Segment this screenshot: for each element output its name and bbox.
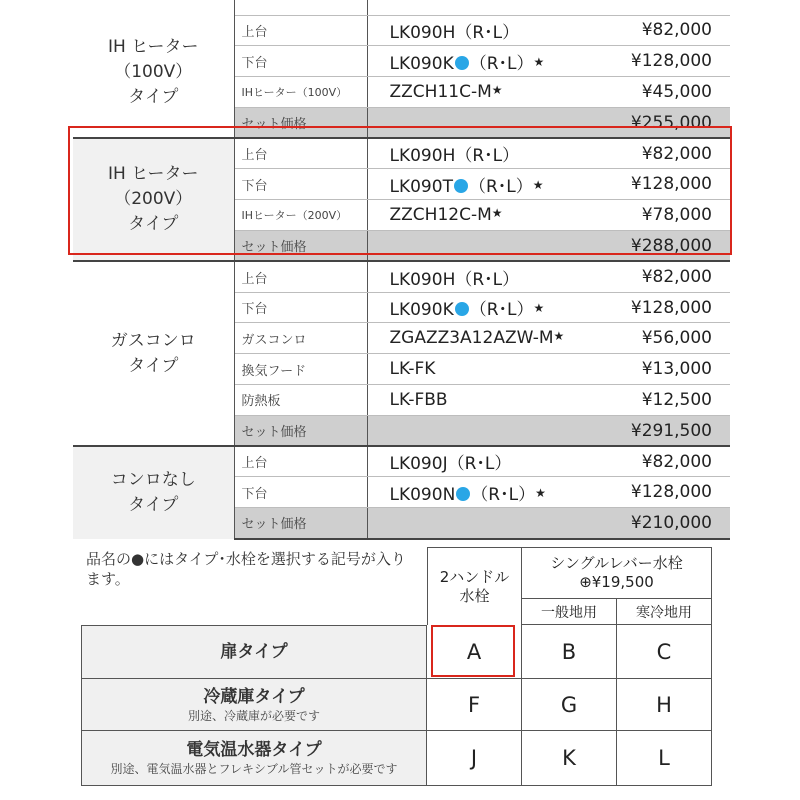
part-name: 下台	[234, 477, 367, 508]
price: ¥128,000	[614, 477, 730, 508]
code-cell: B	[522, 625, 617, 679]
code-cell: K	[522, 731, 617, 786]
model-number: LK090N （R･L）★	[367, 477, 614, 508]
star-icon: ★	[533, 54, 545, 69]
part-name: 上台	[234, 15, 367, 46]
model-number	[367, 107, 614, 138]
code-cell: J	[427, 731, 522, 786]
selection-dot-icon	[456, 487, 470, 501]
part-name: 下台	[234, 292, 367, 323]
type-label-gas: ガスコンロ タイプ	[73, 261, 234, 446]
price: ¥82,000	[614, 15, 730, 46]
model-number: LK090K （R･L）★	[367, 292, 614, 323]
star-icon: ★	[491, 206, 503, 221]
model-number: LK-FBB	[367, 385, 614, 416]
part-name: 上台	[234, 138, 367, 169]
model-number: ZZCH11C-M★	[367, 77, 614, 108]
star-icon: ★	[553, 329, 565, 344]
model-number: LK-FK	[367, 354, 614, 385]
set-price: ¥255,000	[614, 107, 730, 138]
part-name: 下台	[234, 46, 367, 77]
price: ¥78,000	[614, 200, 730, 231]
model-number	[367, 231, 614, 262]
type-label-ih200: IH ヒーター （200V） タイプ	[73, 138, 234, 261]
type-label-ih100: IH ヒーター （100V） タイプ	[73, 0, 234, 138]
model-number: ZZCH12C-M★	[367, 200, 614, 231]
model-number: ZGAZZ3A12AZW-M★	[367, 323, 614, 354]
model-number	[367, 508, 614, 539]
code-cell: F	[427, 679, 522, 731]
code-cell: C	[617, 625, 712, 679]
selection-dot-icon	[454, 179, 468, 193]
star-icon: ★	[535, 485, 546, 500]
part-name: ガスコンロ	[234, 323, 367, 354]
star-icon: ★	[491, 82, 503, 97]
part-name: IHヒーター（100V）	[234, 77, 367, 108]
code-cell: H	[617, 679, 712, 731]
price: ¥128,000	[614, 46, 730, 77]
header-2handle-faucet: 2ハンドル 水栓	[427, 547, 522, 625]
part-name: 上台	[234, 261, 367, 292]
table-row	[73, 138, 730, 169]
row-label-fridge-type: 冷蔵庫タイプ 別途、冷蔵庫が必要です	[81, 679, 427, 731]
selection-dot-icon	[455, 302, 469, 316]
code-cell: A	[427, 625, 522, 679]
set-price: ¥288,000	[614, 231, 730, 262]
code-cell: L	[617, 731, 712, 786]
header-cold-region: 寒冷地用	[617, 599, 712, 625]
part-name: セット価格	[234, 415, 367, 446]
header-general-region: 一般地用	[522, 599, 617, 625]
star-icon: ★	[533, 301, 545, 316]
table-row	[73, 0, 730, 15]
type-label-none: コンロなし タイプ	[73, 446, 234, 538]
price: ¥13,000	[614, 354, 730, 385]
model-number: LK090T （R･L）★	[367, 169, 614, 200]
model-number	[367, 415, 614, 446]
price: ¥82,000	[614, 138, 730, 169]
set-price: ¥210,000	[614, 508, 730, 539]
part-name: セット価格	[234, 508, 367, 539]
table-row	[73, 261, 730, 292]
selection-dot-icon	[455, 56, 469, 70]
model-number: LK090J（R･L）	[367, 446, 614, 477]
price: ¥128,000	[614, 292, 730, 323]
part-name: 換気フード	[234, 354, 367, 385]
table-row	[73, 446, 730, 477]
part-name: セット価格	[234, 231, 367, 262]
part-name: 下台	[234, 169, 367, 200]
code-cell: G	[522, 679, 617, 731]
row-label-water-heater-type: 電気温水器タイプ 別途、電気温水器とフレキシブル管セットが必要です	[81, 731, 427, 786]
price: ¥82,000	[614, 261, 730, 292]
price: ¥128,000	[614, 169, 730, 200]
price-table	[73, 0, 730, 540]
part-name: セット価格	[234, 107, 367, 138]
model-number: LK090H（R･L）	[367, 15, 614, 46]
set-price: ¥291,500	[614, 415, 730, 446]
model-number: LK090H（R･L）	[367, 138, 614, 169]
part-name: 防熱板	[234, 385, 367, 416]
model-number: LK090K （R･L）★	[367, 46, 614, 77]
row-label-door-type: 扉タイプ	[81, 625, 427, 679]
part-name: IHヒーター（200V）	[234, 200, 367, 231]
header-single-lever-faucet: シングルレバー水栓 ⊕¥19,500	[522, 547, 712, 599]
star-icon: ★	[532, 177, 544, 192]
price: ¥45,000	[614, 77, 730, 108]
part-name: 上台	[234, 446, 367, 477]
price: ¥56,000	[614, 323, 730, 354]
model-number: LK090H（R･L）	[367, 261, 614, 292]
price: ¥82,000	[614, 446, 730, 477]
selection-note: 品名の●にはタイプ･水栓を選択する記号が入ります。	[86, 550, 406, 588]
price: ¥12,500	[614, 385, 730, 416]
